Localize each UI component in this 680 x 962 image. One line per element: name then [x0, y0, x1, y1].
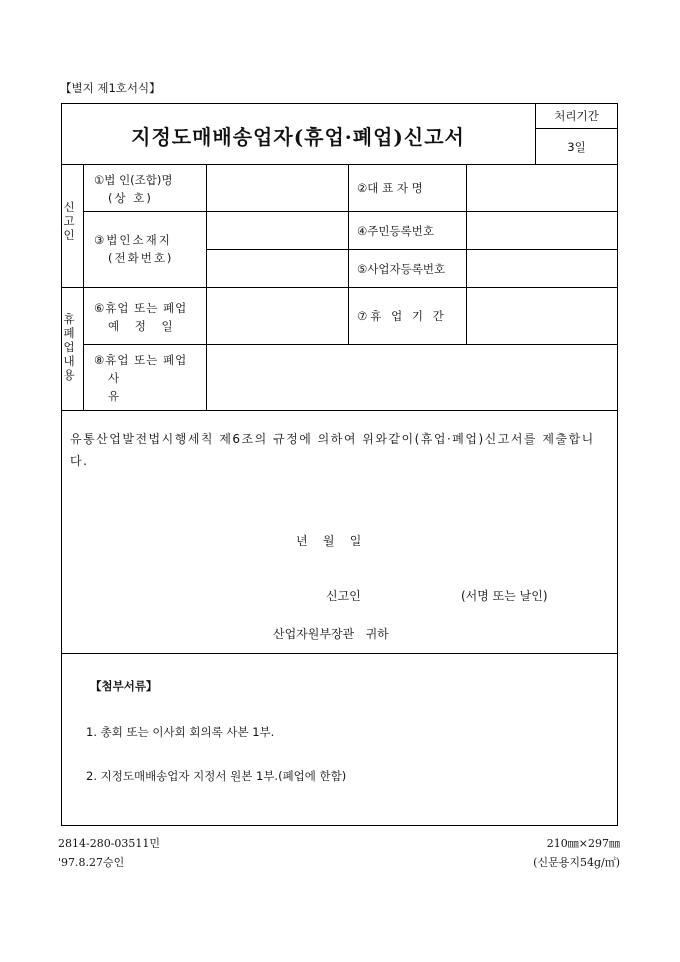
paper-spec: (신문용지54g/㎡): [533, 856, 620, 869]
corp-name-label: [94, 166, 206, 211]
processing-period-label: 처리기간: [554, 109, 599, 123]
reporter-group-label: 신 고 인: [63, 200, 75, 242]
divider: [348, 164, 349, 344]
attachment-item: 1. 총회 또는 이사회 회의록 사본 1부.: [86, 725, 275, 739]
corp-name-label-line1: ①법 인(조합)명: [94, 172, 173, 187]
paper-size: 210㎜×297㎜: [546, 837, 620, 850]
date-line: 년 월 일: [296, 534, 362, 548]
closure-reason-label: [94, 347, 206, 409]
address-field[interactable]: [207, 212, 347, 249]
divider: [83, 164, 84, 410]
address-label-line2: (전화번호): [108, 251, 174, 265]
corp-name-label-line2: (상 호): [108, 190, 153, 205]
phone-field[interactable]: [207, 250, 347, 287]
closure-date-label-line1: ⑥휴업 또는 폐업: [94, 301, 188, 315]
addressee: 산업자원부장관 귀하: [273, 627, 389, 641]
closure-date-label-line2: 예 정 일: [108, 319, 179, 333]
processing-period-value: 3일: [567, 139, 586, 154]
resident-no-label: ④주민등록번호: [357, 223, 434, 238]
corp-name-field[interactable]: [207, 165, 347, 211]
representative-label: ②대 표 자 명: [357, 181, 423, 195]
declaration-statement: 유통산업발전법시행세칙 제6조의 규정에 의하여 위와같이(휴업·폐업)신고서를 제출합니다.: [70, 432, 595, 468]
divider: [61, 653, 618, 654]
address-label-line1: ③법인소재지: [94, 233, 172, 247]
signer-label: 신고인: [326, 589, 361, 603]
closure-group-label: 휴 폐 업 내 용: [63, 312, 75, 382]
closure-reason-field[interactable]: [207, 345, 617, 410]
form-title: 지정도매배송업자(휴업·폐업)신고서: [131, 124, 465, 149]
attachments-heading: 【첨부서류】: [90, 679, 158, 693]
representative-field[interactable]: [467, 165, 617, 211]
form-code: 2814-280-03511민: [58, 837, 161, 850]
approval-date: '97.8.27승인: [58, 856, 125, 869]
address-label: [94, 214, 206, 284]
attachment-item: 2. 지정도매배송업자 지정서 원본 1부.(폐업에 한함): [86, 769, 347, 783]
business-no-field[interactable]: [467, 250, 617, 287]
closure-period-field[interactable]: [467, 288, 617, 344]
closure-date-label: [94, 290, 206, 344]
closure-reason-label-line2: 사 유: [108, 371, 178, 403]
closure-reason-label-line1: ⑧휴업 또는 폐업: [94, 353, 188, 367]
signature-note: (서명 또는 날인): [461, 589, 548, 603]
resident-no-field[interactable]: [467, 212, 617, 249]
closure-period-label: ⑦휴 업 기 간: [357, 309, 447, 323]
divider: [61, 410, 618, 411]
closure-date-field[interactable]: [207, 288, 347, 344]
form-number-label: 【별지 제1호서식】: [60, 81, 161, 95]
business-no-label: ⑤사업자등록번호: [357, 261, 446, 276]
